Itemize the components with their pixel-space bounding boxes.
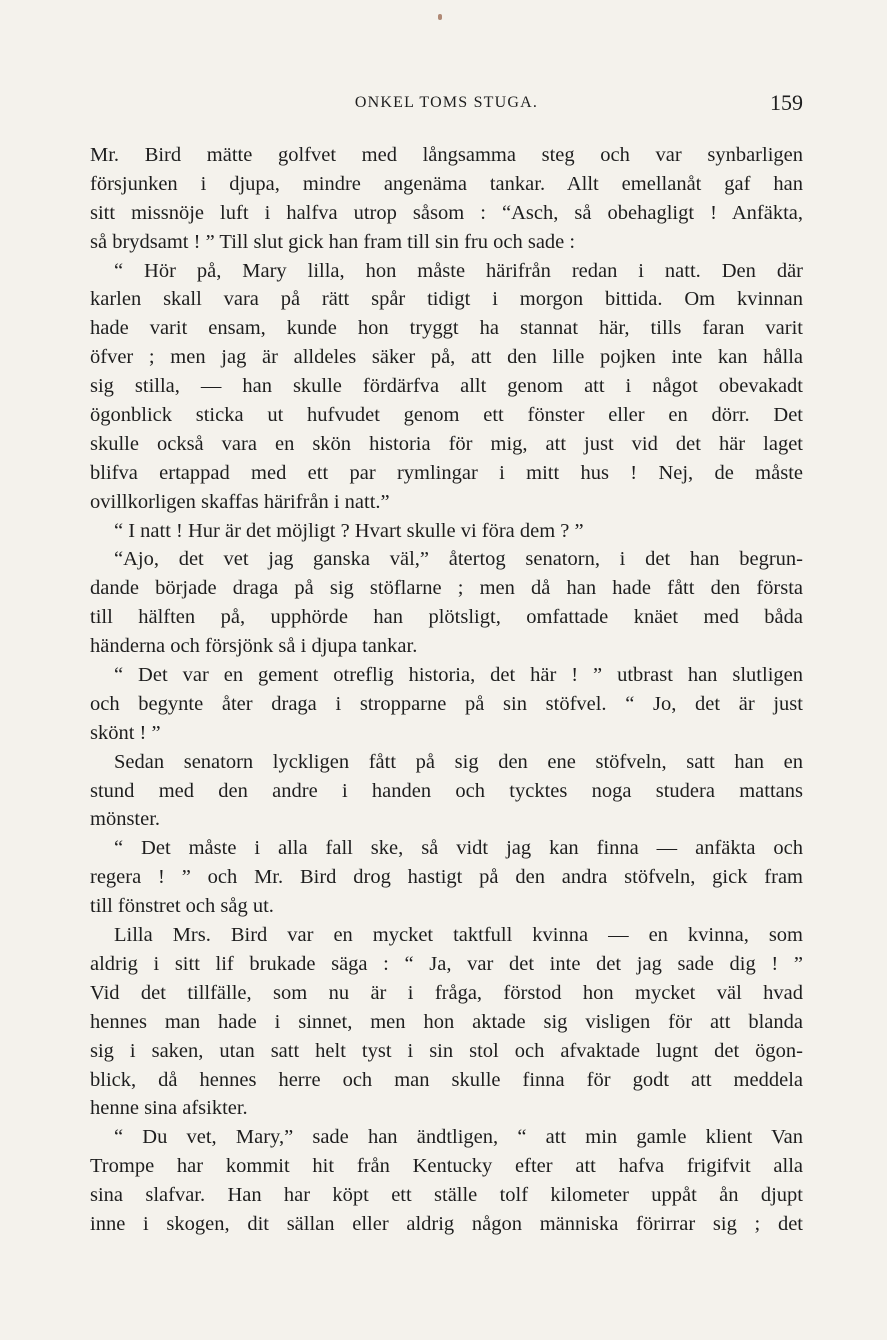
text-line: ovillkorligen skaffas härifrån i natt.” xyxy=(90,490,390,513)
text-line: sig i saken, utan satt helt tyst i sin stol och afvaktade lugnt det ögon- xyxy=(90,1039,803,1062)
page-header xyxy=(90,90,803,120)
text-line: hennes man hade i sinnet, men hon aktade sig visligen för att blanda xyxy=(90,1010,803,1033)
text-line: sitt missnöje luft i halfva utrop såsom : “Asch, så obehagligt ! Anfäkta, xyxy=(90,201,803,224)
text-line: “ Du vet, Mary,” sade han ändtligen, “ att min gamle klient Van xyxy=(114,1126,803,1149)
text-line: “ I natt ! Hur är det möjligt ? Hvart skulle vi föra dem ? ” xyxy=(114,519,584,542)
text-line: blifva ertappad med ett par rymlingar i mitt hus ! Nej, de måste xyxy=(90,461,803,484)
text-line: Vid det tillfälle, som nu är i fråga, förstod hon mycket väl hvad xyxy=(90,981,803,1004)
text-line: stund med den andre i handen och tycktes noga studera mattans xyxy=(90,779,803,802)
running-title: ONKEL TOMS STUGA. xyxy=(354,94,539,111)
text-line: sina slafvar. Han har köpt ett ställe tolf kilometer uppåt ån djupt xyxy=(90,1184,803,1207)
text-line: Trompe har kommit hit från Kentucky efter att hafva frigifvit alla xyxy=(90,1155,803,1178)
text-line: ögonblick sticka ut hufvudet genom ett fönster eller en dörr. Det xyxy=(90,404,803,427)
text-line: “Ajo, det vet jag ganska väl,” återtog senatorn, i det han begrun- xyxy=(114,548,803,571)
text-line: “ Det var en gement otreflig historia, det här ! ” utbrast han slutligen xyxy=(114,664,803,687)
body-text xyxy=(90,141,803,1239)
text-line: “ Det måste i alla fall ske, så vidt jag kan finna — anfäkta och xyxy=(114,837,803,860)
text-line: “ Hör på, Mary lilla, hon måste härifrån redan i natt. Den där xyxy=(114,259,803,282)
text-line: hade varit ensam, kunde hon tryggt ha stannat här, tills faran varit xyxy=(90,317,803,340)
text-line: regera ! ” och Mr. Bird drog hastigt på den andra stöfveln, gick fram xyxy=(90,866,803,889)
text-line: blick, då hennes herre och man skulle finna för godt att meddela xyxy=(90,1068,803,1091)
text-line: skönt ! ” xyxy=(90,721,161,744)
text-line: försjunken i djupa, mindre angenäma tankar. Allt emellanåt gaf han xyxy=(90,172,803,195)
text-line: Mr. Bird mätte golfvet med långsamma steg och var synbarligen xyxy=(90,144,803,166)
text-line: skulle också vara en skön historia för mig, att just vid det här laget xyxy=(90,432,803,455)
paper-speck xyxy=(438,14,442,20)
text-line: händerna och försjönk så i djupa tankar. xyxy=(90,635,418,658)
text-line: till hälften på, upphörde han plötsligt, omfattade knäet med båda xyxy=(90,606,803,629)
text-line: Lilla Mrs. Bird var en mycket taktfull kvinna — en kvinna, som xyxy=(114,924,803,947)
text-line: öfver ; men jag är alldeles säker på, att den lille pojken inte kan hålla xyxy=(90,346,803,369)
text-line: Sedan senatorn lyckligen fått på sig den ene stöfveln, satt han en xyxy=(114,750,803,773)
text-line: till fönstret och såg ut. xyxy=(90,895,274,918)
text-line: inne i skogen, dit sällan eller aldrig någon människa förirrar sig ; det xyxy=(90,1212,803,1235)
text-line: sig stilla, — han skulle fördärfva allt genom att i något obevakadt xyxy=(90,375,803,398)
text-line: mönster. xyxy=(90,808,161,831)
text-line: aldrig i sitt lif brukade säga : “ Ja, var det inte det jag sade dig ! ” xyxy=(90,952,803,975)
text-line: så brydsamt ! ” Till slut gick han fram till sin fru och sade : xyxy=(90,230,576,253)
text-line: dande började draga på sig stöflarne ; men då han hade fått den första xyxy=(90,577,803,600)
text-line: och begynte åter draga i stropparne på sin stöfvel. “ Jo, det är just xyxy=(90,692,803,715)
text-line: karlen skall vara på rätt spår tidigt i morgon bittida. Om kvinnan xyxy=(90,288,803,311)
text-line: henne sina afsikter. xyxy=(90,1097,248,1120)
page-number: 159 xyxy=(770,90,803,115)
